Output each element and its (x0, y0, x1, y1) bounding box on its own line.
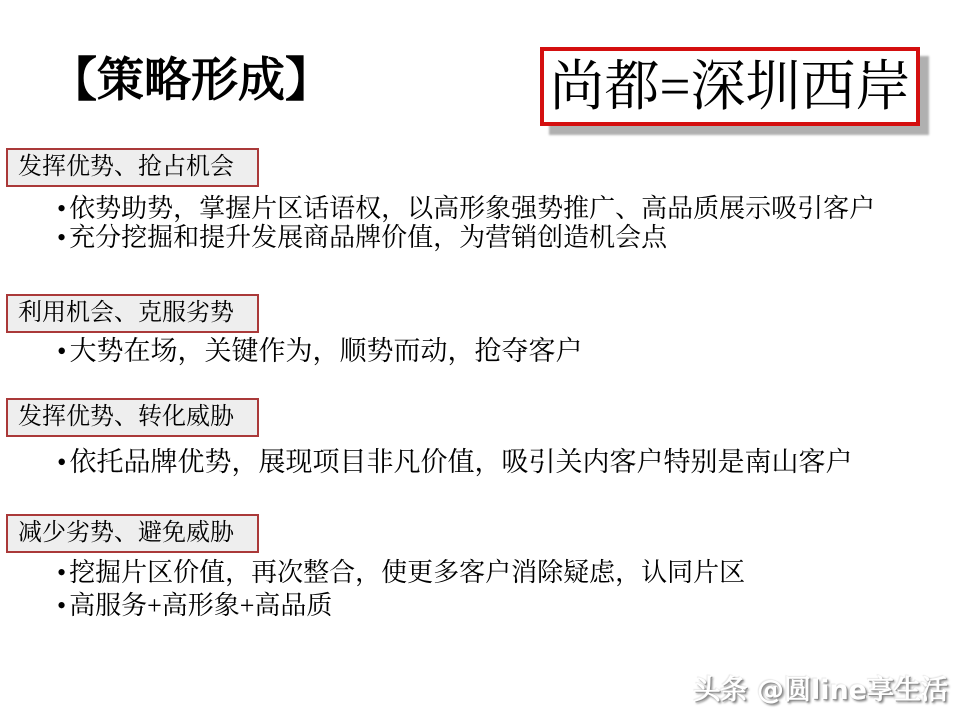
section-wt-strategy-header: 减少劣势、避免威胁 (6, 514, 259, 553)
bullet-item: • 充分挖掘和提升发展商品牌价值，为营销创造机会点 (57, 223, 875, 252)
bullet-item: • 挖掘片区价值，再次整合，使更多客户消除疑虑，认同片区 (57, 556, 745, 589)
section-st-strategy-bullets (57, 447, 852, 478)
section-wo-strategy-bullets (57, 336, 582, 367)
section-so-strategy-header: 发挥优势、抢占机会 (6, 148, 259, 187)
highlight-box-text: 尚都=深圳西岸 (549, 56, 911, 117)
highlight-box (540, 47, 920, 126)
watermark-text: 头条 @圆line享生活 (693, 675, 948, 706)
bullet-item: • 依势助势，掌握片区话语权，以高形象强势推广、高品质展示吸引客户 (57, 194, 875, 223)
section-wt-strategy-bullets (57, 556, 745, 622)
bullet-item: • 大势在场，关键作为，顺势而动，抢夺客户 (57, 336, 582, 367)
section-so-strategy-bullets (57, 194, 875, 252)
section-wo-strategy-header: 利用机会、克服劣势 (6, 294, 259, 333)
section-st-strategy-header: 发挥优势、转化威胁 (6, 398, 259, 437)
bullet-item: • 高服务+高形象+高品质 (57, 589, 745, 622)
page-title: 【策略形成】 (50, 55, 332, 107)
bullet-item: • 依托品牌优势，展现项目非凡价值，吸引关内客户特别是南山客户 (57, 447, 852, 478)
